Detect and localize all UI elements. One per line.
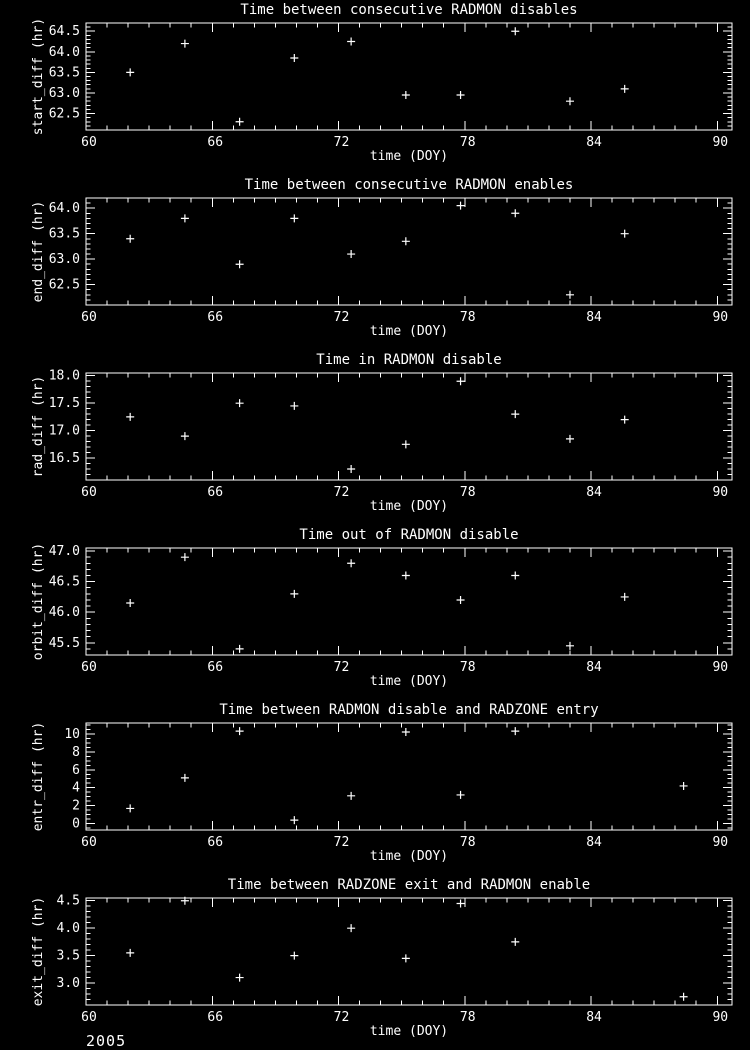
x-tick-label: 66 — [207, 135, 224, 150]
x-axis-label: time (DOY) — [369, 499, 449, 514]
data-point-marker — [402, 728, 410, 736]
y-tick-label: 63.0 — [48, 85, 80, 101]
data-point-marker — [236, 727, 244, 735]
data-point-marker — [566, 291, 574, 299]
x-axis-label: time (DOY) — [369, 1024, 449, 1039]
data-point-marker — [621, 416, 629, 424]
data-point-marker — [236, 260, 244, 268]
x-axis-label: time (DOY) — [369, 849, 449, 864]
y-tick-label: 62.5 — [48, 277, 80, 293]
x-tick-label: 72 — [333, 835, 350, 850]
data-point-marker — [290, 402, 298, 410]
data-point-marker — [402, 440, 410, 448]
data-point-marker — [181, 774, 189, 782]
x-tick-label: 72 — [333, 135, 350, 150]
data-point-marker — [126, 804, 134, 812]
y-tick-label: 3.5 — [56, 948, 80, 964]
plot-frame — [86, 23, 732, 130]
plot-frame — [86, 898, 732, 1005]
chart-block-rad-diff — [0, 350, 750, 525]
data-point-marker — [236, 399, 244, 407]
data-point-marker — [347, 465, 355, 473]
y-tick-label: 0 — [72, 816, 80, 832]
data-point-marker — [457, 377, 465, 385]
data-point-marker — [566, 435, 574, 443]
y-tick-label: 64.0 — [48, 44, 80, 60]
data-point-marker — [236, 974, 244, 982]
y-tick-label: 64.5 — [48, 24, 80, 40]
data-point-marker — [126, 235, 134, 243]
x-tick-label: 84 — [586, 135, 602, 150]
x-tick-label: 66 — [207, 1010, 224, 1025]
y-tick-label: 47.0 — [48, 544, 80, 560]
x-tick-label: 84 — [586, 835, 602, 850]
x-axis-label: time (DOY) — [369, 324, 449, 339]
y-tick-label: 63.5 — [48, 65, 80, 81]
data-point-marker — [181, 432, 189, 440]
y-tick-label: 10 — [64, 726, 80, 742]
y-tick-label: 17.0 — [48, 423, 80, 439]
data-point-marker — [347, 38, 355, 46]
data-point-marker — [511, 410, 519, 418]
y-tick-label: 4.5 — [56, 893, 80, 909]
x-tick-label: 66 — [207, 485, 224, 500]
y-tick-label: 16.5 — [48, 451, 80, 467]
data-point-marker — [566, 97, 574, 105]
data-point-marker — [511, 727, 519, 735]
x-tick-label: 66 — [207, 835, 224, 850]
data-point-marker — [126, 599, 134, 607]
data-point-marker — [511, 938, 519, 946]
x-tick-label: 60 — [81, 660, 97, 675]
chart-exit-diff — [0, 875, 750, 1050]
data-point-marker — [457, 202, 465, 210]
x-tick-label: 72 — [333, 310, 350, 325]
y-tick-label: 3.0 — [56, 976, 80, 992]
data-point-marker — [621, 85, 629, 93]
x-tick-label: 78 — [459, 310, 476, 325]
chart-block-start-diff — [0, 0, 750, 175]
chart-rad-diff — [0, 350, 750, 525]
data-point-marker — [511, 209, 519, 217]
y-axis-label: orbit_diff (hr) — [31, 542, 46, 661]
data-point-marker — [347, 792, 355, 800]
plot-title: Time between consecutive RADMON enables — [244, 177, 574, 193]
data-point-marker — [290, 214, 298, 222]
year-label: 2005 — [86, 1032, 127, 1050]
plot-title: Time in RADMON disable — [316, 352, 502, 368]
chart-start-diff — [0, 0, 750, 175]
y-tick-label: 62.5 — [48, 106, 80, 122]
plot-title: Time between RADMON disable and RADZONE entry — [219, 702, 599, 718]
chart-block-orbit-diff — [0, 525, 750, 700]
data-point-marker — [402, 237, 410, 245]
y-tick-label: 4 — [72, 780, 80, 796]
x-tick-label: 90 — [712, 660, 729, 675]
chart-block-entr-diff — [0, 700, 750, 875]
x-tick-label: 66 — [207, 660, 224, 675]
x-tick-label: 78 — [459, 135, 476, 150]
chart-end-diff — [0, 175, 750, 350]
y-tick-label: 63.0 — [48, 252, 80, 268]
chart-entr-diff — [0, 700, 750, 875]
x-tick-label: 72 — [333, 660, 350, 675]
x-tick-label: 84 — [586, 660, 602, 675]
data-point-marker — [457, 91, 465, 99]
data-point-marker — [511, 572, 519, 580]
y-axis-label: entr_diff (hr) — [31, 721, 46, 832]
data-point-marker — [290, 54, 298, 62]
plot-frame — [86, 548, 732, 655]
x-tick-label: 66 — [207, 310, 224, 325]
data-point-marker — [290, 590, 298, 598]
x-axis-label: time (DOY) — [369, 149, 449, 164]
x-tick-label: 84 — [586, 485, 602, 500]
data-point-marker — [236, 645, 244, 653]
data-point-marker — [621, 593, 629, 601]
x-tick-label: 72 — [333, 485, 350, 500]
x-tick-label: 90 — [712, 485, 729, 500]
data-point-marker — [181, 553, 189, 561]
data-point-marker — [290, 952, 298, 960]
data-point-marker — [457, 791, 465, 799]
data-point-marker — [402, 954, 410, 962]
data-point-marker — [457, 899, 465, 907]
x-tick-label: 90 — [712, 310, 729, 325]
plot-frame — [86, 723, 732, 830]
y-tick-label: 45.5 — [48, 635, 80, 651]
x-tick-label: 60 — [81, 310, 97, 325]
y-axis-label: end_diff (hr) — [31, 200, 46, 303]
y-tick-label: 2 — [72, 798, 80, 814]
x-tick-label: 90 — [712, 135, 729, 150]
plot-title: Time out of RADMON disable — [299, 527, 519, 543]
x-tick-label: 84 — [586, 1010, 602, 1025]
x-tick-label: 78 — [459, 1010, 476, 1025]
data-point-marker — [126, 68, 134, 76]
data-point-marker — [347, 924, 355, 932]
data-point-marker — [347, 250, 355, 258]
y-tick-label: 64.0 — [48, 201, 80, 217]
x-tick-label: 78 — [459, 485, 476, 500]
data-point-marker — [347, 559, 355, 567]
x-tick-label: 78 — [459, 660, 476, 675]
data-point-marker — [402, 91, 410, 99]
chart-block-exit-diff — [0, 875, 750, 1050]
y-tick-label: 63.5 — [48, 226, 80, 242]
data-point-marker — [181, 214, 189, 222]
x-tick-label: 90 — [712, 1010, 729, 1025]
data-point-marker — [290, 816, 298, 824]
x-tick-label: 84 — [586, 310, 602, 325]
data-point-marker — [126, 413, 134, 421]
data-point-marker — [511, 27, 519, 35]
y-tick-label: 4.0 — [56, 921, 80, 937]
y-tick-label: 17.5 — [48, 396, 80, 412]
data-point-marker — [680, 782, 688, 790]
y-tick-label: 46.5 — [48, 574, 80, 590]
plot-title: Time between consecutive RADMON disables — [240, 2, 578, 18]
data-point-marker — [680, 993, 688, 1001]
y-axis-label: rad_diff (hr) — [31, 375, 46, 478]
data-point-marker — [402, 572, 410, 580]
data-point-marker — [181, 40, 189, 48]
x-tick-label: 78 — [459, 835, 476, 850]
y-axis-label: start_diff (hr) — [31, 17, 46, 136]
data-point-marker — [566, 642, 574, 650]
x-tick-label: 90 — [712, 835, 729, 850]
x-tick-label: 60 — [81, 485, 97, 500]
data-point-marker — [621, 230, 629, 238]
plot-frame — [86, 198, 732, 305]
data-point-marker — [236, 118, 244, 126]
chart-block-end-diff — [0, 175, 750, 350]
y-tick-label: 46.0 — [48, 605, 80, 621]
chart-orbit-diff — [0, 525, 750, 700]
y-tick-label: 6 — [72, 762, 80, 778]
x-tick-label: 72 — [333, 1010, 350, 1025]
x-tick-label: 60 — [81, 835, 97, 850]
data-point-marker — [457, 596, 465, 604]
plot-title: Time between RADZONE exit and RADMON enable — [227, 877, 591, 893]
x-tick-label: 60 — [81, 135, 97, 150]
x-axis-label: time (DOY) — [369, 674, 449, 689]
y-tick-label: 18.0 — [48, 368, 80, 384]
plot-frame — [86, 373, 732, 480]
data-point-marker — [126, 949, 134, 957]
y-axis-label: exit_diff (hr) — [31, 896, 46, 1007]
y-tick-label: 8 — [72, 744, 80, 760]
x-tick-label: 60 — [81, 1010, 97, 1025]
